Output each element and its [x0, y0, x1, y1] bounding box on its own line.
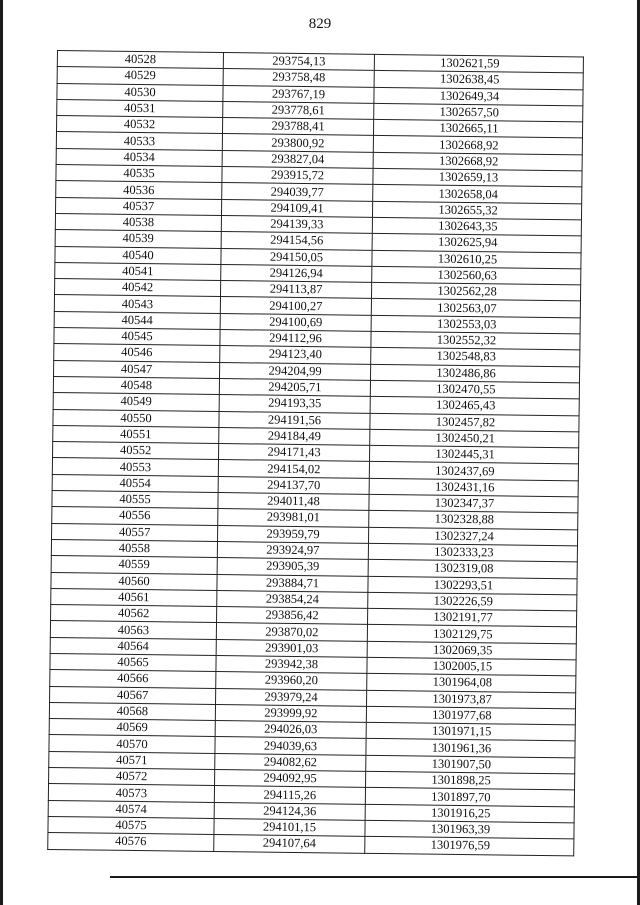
y-coordinate-cell: 1302191,77 [368, 608, 577, 627]
point-number-cell: 40555 [52, 490, 218, 508]
y-coordinate-cell: 1302465,43 [370, 397, 579, 416]
y-coordinate-cell: 1302553,03 [371, 315, 580, 334]
y-coordinate-cell: 1302665,11 [373, 120, 582, 139]
y-coordinate-cell: 1302347,37 [369, 494, 578, 513]
point-number-cell: 40531 [57, 99, 223, 117]
y-coordinate-cell: 1302129,75 [367, 625, 576, 644]
y-coordinate-cell: 1302450,21 [370, 429, 579, 448]
x-coordinate-cell: 293901,03 [216, 639, 367, 657]
x-coordinate-cell: 294113,87 [220, 281, 371, 299]
x-coordinate-cell: 294154,56 [221, 232, 372, 250]
y-coordinate-cell: 1301964,08 [367, 674, 576, 693]
y-coordinate-cell: 1302470,55 [370, 380, 579, 399]
point-number-cell: 40569 [49, 719, 215, 737]
y-coordinate-cell: 1301897,70 [365, 788, 574, 807]
y-coordinate-cell: 1302552,32 [371, 331, 580, 350]
point-number-cell: 40534 [56, 148, 222, 166]
y-coordinate-cell: 1302548,83 [371, 348, 580, 367]
x-coordinate-cell: 294154,02 [218, 460, 369, 478]
x-coordinate-cell: 294150,05 [221, 248, 372, 266]
y-coordinate-cell: 1302668,92 [373, 152, 582, 171]
x-coordinate-cell: 294101,15 [214, 818, 365, 836]
y-coordinate-cell: 1302657,50 [374, 103, 583, 122]
x-coordinate-cell: 294039,77 [222, 183, 373, 201]
y-coordinate-cell: 1302563,07 [371, 299, 580, 318]
point-number-cell: 40545 [54, 328, 220, 346]
x-coordinate-cell: 294191,56 [219, 411, 370, 429]
point-number-cell: 40528 [57, 51, 223, 69]
x-coordinate-cell: 294124,36 [214, 802, 365, 820]
x-coordinate-cell: 294082,62 [215, 753, 366, 771]
y-coordinate-cell: 1301973,87 [367, 690, 576, 709]
x-coordinate-cell: 294193,35 [219, 395, 370, 413]
point-number-cell: 40546 [54, 344, 220, 362]
coordinates-table [47, 50, 584, 856]
y-coordinate-cell: 1302327,24 [368, 527, 577, 546]
point-number-cell: 40563 [50, 621, 216, 639]
x-coordinate-cell: 294039,63 [215, 737, 366, 755]
point-number-cell: 40556 [52, 507, 218, 525]
point-number-cell: 40553 [52, 458, 218, 476]
y-coordinate-cell: 1302621,59 [374, 54, 583, 73]
x-coordinate-cell: 294026,03 [215, 721, 366, 739]
point-number-cell: 40557 [52, 523, 218, 541]
x-coordinate-cell: 294107,64 [214, 835, 365, 853]
y-coordinate-cell: 1302437,69 [369, 462, 578, 481]
y-coordinate-cell: 1302610,25 [372, 250, 581, 269]
x-coordinate-cell: 294126,94 [221, 264, 372, 282]
x-coordinate-cell: 293827,04 [222, 150, 373, 168]
y-coordinate-cell: 1302069,35 [367, 641, 576, 660]
point-number-cell: 40574 [48, 800, 214, 818]
point-number-cell: 40549 [53, 393, 219, 411]
y-coordinate-cell: 1301907,50 [366, 755, 575, 774]
y-coordinate-cell: 1302668,92 [373, 136, 582, 155]
point-number-cell: 40535 [56, 165, 222, 183]
point-number-cell: 40544 [54, 311, 220, 329]
y-coordinate-cell: 1302658,04 [373, 185, 582, 204]
point-number-cell: 40572 [49, 768, 215, 786]
x-coordinate-cell: 294092,95 [215, 770, 366, 788]
y-coordinate-cell: 1301977,68 [366, 706, 575, 725]
y-coordinate-cell: 1301976,59 [365, 837, 574, 856]
point-number-cell: 40550 [53, 409, 219, 427]
point-number-cell: 40558 [51, 539, 217, 557]
point-number-cell: 40561 [51, 588, 217, 606]
point-number-cell: 40530 [57, 83, 223, 101]
y-coordinate-cell: 1301963,39 [365, 820, 574, 839]
y-coordinate-cell: 1301898,25 [366, 771, 575, 790]
point-number-cell: 40551 [53, 425, 219, 443]
x-coordinate-cell: 293758,48 [223, 69, 374, 87]
point-number-cell: 40564 [50, 637, 216, 655]
x-coordinate-cell: 294112,96 [220, 330, 371, 348]
point-number-cell: 40568 [49, 702, 215, 720]
point-number-cell: 40543 [54, 295, 220, 313]
y-coordinate-cell: 1301916,25 [365, 804, 574, 823]
point-number-cell: 40541 [55, 262, 221, 280]
y-coordinate-cell: 1302457,82 [370, 413, 579, 432]
point-number-cell: 40560 [51, 572, 217, 590]
x-coordinate-cell: 293915,72 [222, 167, 373, 185]
x-coordinate-cell: 294100,69 [220, 313, 371, 331]
x-coordinate-cell: 293788,41 [222, 118, 373, 136]
x-coordinate-cell: 294137,70 [218, 476, 369, 494]
y-coordinate-cell: 1302560,63 [372, 266, 581, 285]
point-number-cell: 40567 [50, 686, 216, 704]
point-number-cell: 40533 [56, 132, 222, 150]
point-number-cell: 40559 [51, 556, 217, 574]
point-number-cell: 40542 [55, 279, 221, 297]
point-number-cell: 40575 [48, 816, 214, 834]
x-coordinate-cell: 293981,01 [218, 509, 369, 527]
y-coordinate-cell: 1302226,59 [368, 592, 577, 611]
x-coordinate-cell: 294139,33 [221, 215, 372, 233]
point-number-cell: 40547 [54, 360, 220, 378]
point-number-cell: 40538 [55, 213, 221, 231]
scan-edge-bottom [110, 876, 638, 878]
y-coordinate-cell: 1302659,13 [373, 168, 582, 187]
x-coordinate-cell: 294204,99 [219, 362, 370, 380]
x-coordinate-cell: 293767,19 [223, 85, 374, 103]
y-coordinate-cell: 1302655,32 [372, 201, 581, 220]
y-coordinate-cell: 1302486,86 [370, 364, 579, 383]
y-coordinate-cell: 1302649,34 [374, 87, 583, 106]
point-number-cell: 40540 [55, 246, 221, 264]
y-coordinate-cell: 1302005,15 [367, 657, 576, 676]
y-coordinate-cell: 1301971,15 [366, 723, 575, 742]
point-number-cell: 40562 [51, 605, 217, 623]
x-coordinate-cell: 293778,61 [223, 101, 374, 119]
point-number-cell: 40566 [50, 670, 216, 688]
x-coordinate-cell: 294123,40 [220, 346, 371, 364]
x-coordinate-cell: 294115,26 [214, 786, 365, 804]
point-number-cell: 40548 [53, 376, 219, 394]
y-coordinate-cell: 1302319,08 [368, 560, 577, 579]
y-coordinate-cell: 1302431,16 [369, 478, 578, 497]
x-coordinate-cell: 293960,20 [216, 672, 367, 690]
x-coordinate-cell: 293800,92 [222, 134, 373, 152]
x-coordinate-cell: 293854,24 [217, 590, 368, 608]
x-coordinate-cell: 293942,38 [216, 655, 367, 673]
x-coordinate-cell: 293999,92 [215, 704, 366, 722]
point-number-cell: 40532 [56, 116, 222, 134]
y-coordinate-cell: 1302293,51 [368, 576, 577, 595]
y-coordinate-cell: 1302562,28 [371, 283, 580, 302]
x-coordinate-cell: 293924,97 [217, 541, 368, 559]
y-coordinate-cell: 1301961,36 [366, 739, 575, 758]
y-coordinate-cell: 1302625,94 [372, 234, 581, 253]
x-coordinate-cell: 293870,02 [216, 623, 367, 641]
x-coordinate-cell: 293905,39 [217, 558, 368, 576]
x-coordinate-cell: 294100,27 [220, 297, 371, 315]
x-coordinate-cell: 294109,41 [221, 199, 372, 217]
x-coordinate-cell: 294184,49 [219, 427, 370, 445]
point-number-cell: 40537 [56, 197, 222, 215]
y-coordinate-cell: 1302638,45 [374, 71, 583, 90]
x-coordinate-cell: 293856,42 [217, 607, 368, 625]
x-coordinate-cell: 293959,79 [218, 525, 369, 543]
point-number-cell: 40529 [57, 67, 223, 85]
point-number-cell: 40565 [50, 653, 216, 671]
x-coordinate-cell: 293884,71 [217, 574, 368, 592]
coordinates-table-body [48, 51, 584, 856]
x-coordinate-cell: 294011,48 [218, 493, 369, 511]
y-coordinate-cell: 1302643,35 [372, 217, 581, 236]
y-coordinate-cell: 1302333,23 [368, 543, 577, 562]
point-number-cell: 40552 [53, 442, 219, 460]
point-number-cell: 40570 [49, 735, 215, 753]
y-coordinate-cell: 1302445,31 [369, 445, 578, 464]
x-coordinate-cell: 294205,71 [219, 378, 370, 396]
point-number-cell: 40539 [55, 230, 221, 248]
page-number: 829 [308, 16, 332, 32]
point-number-cell: 40576 [48, 833, 214, 851]
point-number-cell: 40536 [56, 181, 222, 199]
point-number-cell: 40554 [52, 474, 218, 492]
x-coordinate-cell: 293979,24 [216, 688, 367, 706]
point-number-cell: 40573 [48, 784, 214, 802]
x-coordinate-cell: 294171,43 [219, 444, 370, 462]
x-coordinate-cell: 293754,13 [223, 53, 374, 71]
coordinates-table-wrapper [47, 50, 584, 856]
scan-edge-left [0, 0, 3, 905]
y-coordinate-cell: 1302328,88 [369, 511, 578, 530]
point-number-cell: 40571 [49, 751, 215, 769]
